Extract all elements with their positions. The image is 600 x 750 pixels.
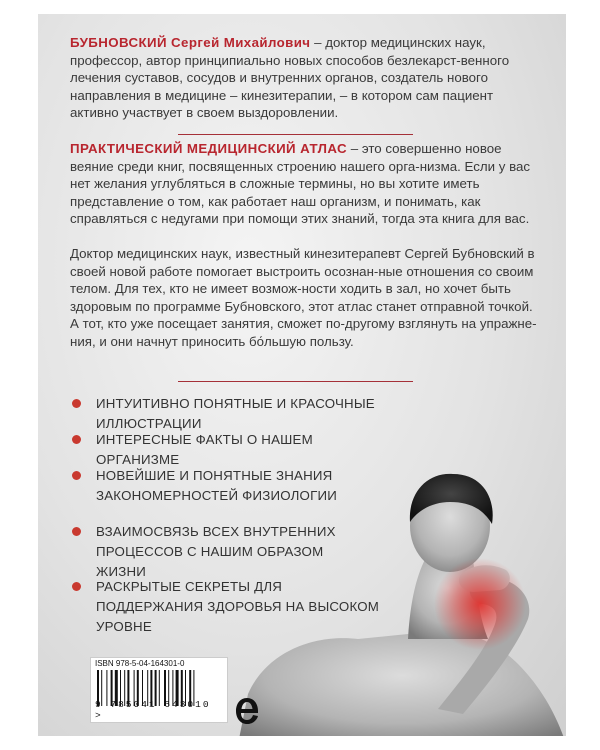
author-name: БУБНОВСКИЙ Сергей Михайлович xyxy=(70,35,311,50)
bullet-dot-icon xyxy=(72,435,81,444)
isbn-label: ISBN 978-5-04-164301-0 xyxy=(95,659,185,668)
description-lead: ПРАКТИЧЕСКИЙ МЕДИЦИНСКИЙ АТЛАС xyxy=(70,141,348,156)
description-paragraph-2: Доктор медицинских наук, известный кинезитерапевт Сергей Бубновский в своей новой работе помогает выстроить осознан-ные отношения со своим телом. Для тех, кто не имеет возмож-ности ходить в зал, но хочет быть здоровым по программе Бубновского, этот атлас станет отправной точкой. А тот, кто уже посещает занятия, сможет по-другому взглянуть на упражне-ния, и они начнут приносить бо́льшую пользу. xyxy=(70,246,537,349)
publisher-logo-icon xyxy=(234,694,260,728)
author-bio: – доктор медицинских наук, профессор, автор принципиально новых способов безлекарст-венного лечения суставов, сосудов и внутренних органов, создатель нового направления в медицине – кинезитерапии, – в котором сам пациент активно участвует в своем выздоровлении. xyxy=(70,35,510,121)
bullet-dot-icon xyxy=(72,471,81,480)
description-paragraph-1 xyxy=(70,140,540,228)
bottom-divider xyxy=(178,381,413,382)
author-paragraph xyxy=(70,34,540,122)
bullet-dot-icon xyxy=(72,582,81,591)
isbn-barcode xyxy=(90,657,228,723)
bullet-dot-icon xyxy=(72,527,81,536)
barcode-number: 9 785041 643010 > xyxy=(95,699,211,721)
bullet-dot-icon xyxy=(72,399,81,408)
book-back-cover: БУБНОВСКИЙ Сергей Михайлович – доктор медицинских наук, профессор, автор принципиально новых способов безлекарст-венного лечения суставов, сосудов и внутренних органов, создатель нового направления в медицине – кинезитерапии, – в котором сам пациент активно участвует в своем выздоровлении. ПРАКТИЧЕСКИЙ МЕДИЦИНСКИЙ АТЛАС – это совершенно новое веяние среди книг, посвященных строению нашего орга-низма. Если у вас нет желания углубляться в сложные термины, но вы хотите иметь представление о том, как работает наш организм, и понимать, как справляться с недугами при помощи этих знаний, тогда эта книга для вас. Доктор медицинских наук, известный кинезитерапевт Сергей Бубновский в своей новой работе помогает выстроить осознан-ные отношения со своим телом. Для тех, кто не имеет возмож-ности ходить в зал, но хочет быть здоровым по программе Бубновского, этот атлас станет отправной точкой. А тот, кто уже посещает занятия, сможет по-другому взглянуть на упражне-ния, и они начнут приносить бо́льшую пользу. ИНТУИТИВНО ПОНЯТНЫЕ И КРАСОЧНЫЕ ИЛЛЮСТРАЦИИ ИНТЕРЕСНЫЕ ФАКТЫ О НАШЕМ ОРГАНИЗМЕ НОВЕЙШИЕ И ПОНЯТНЫЕ ЗНАНИЯ ЗАКОНОМЕРНОСТЕЙ ФИЗИОЛОГИИ ВЗАИМОСВЯЗЬ ВСЕХ ВНУТРЕННИХ ПРОЦЕССОВ С НАШИМ ОБРАЗОМ ЖИЗНИ РАСКРЫТЫЕ СЕКРЕТЫ ДЛЯ ПОДДЕРЖАНИЯ ЗДОРОВЬЯ НА ВЫСОКОМ УРОВНЕ ISBN 978-5-04-164301-0 9 785041 643010 > xyxy=(38,14,566,736)
top-divider xyxy=(178,134,413,135)
description-text-1: – это совершенно новое веяние среди книг, посвященных строению нашего орга-низма. Если у вас нет желания углубляться в сложные термины, но вы хотите иметь представление о том, как работает наш организм, и понимать, как справляться с недугами при помощи этих знаний, тогда эта книга для вас. xyxy=(70,141,531,227)
